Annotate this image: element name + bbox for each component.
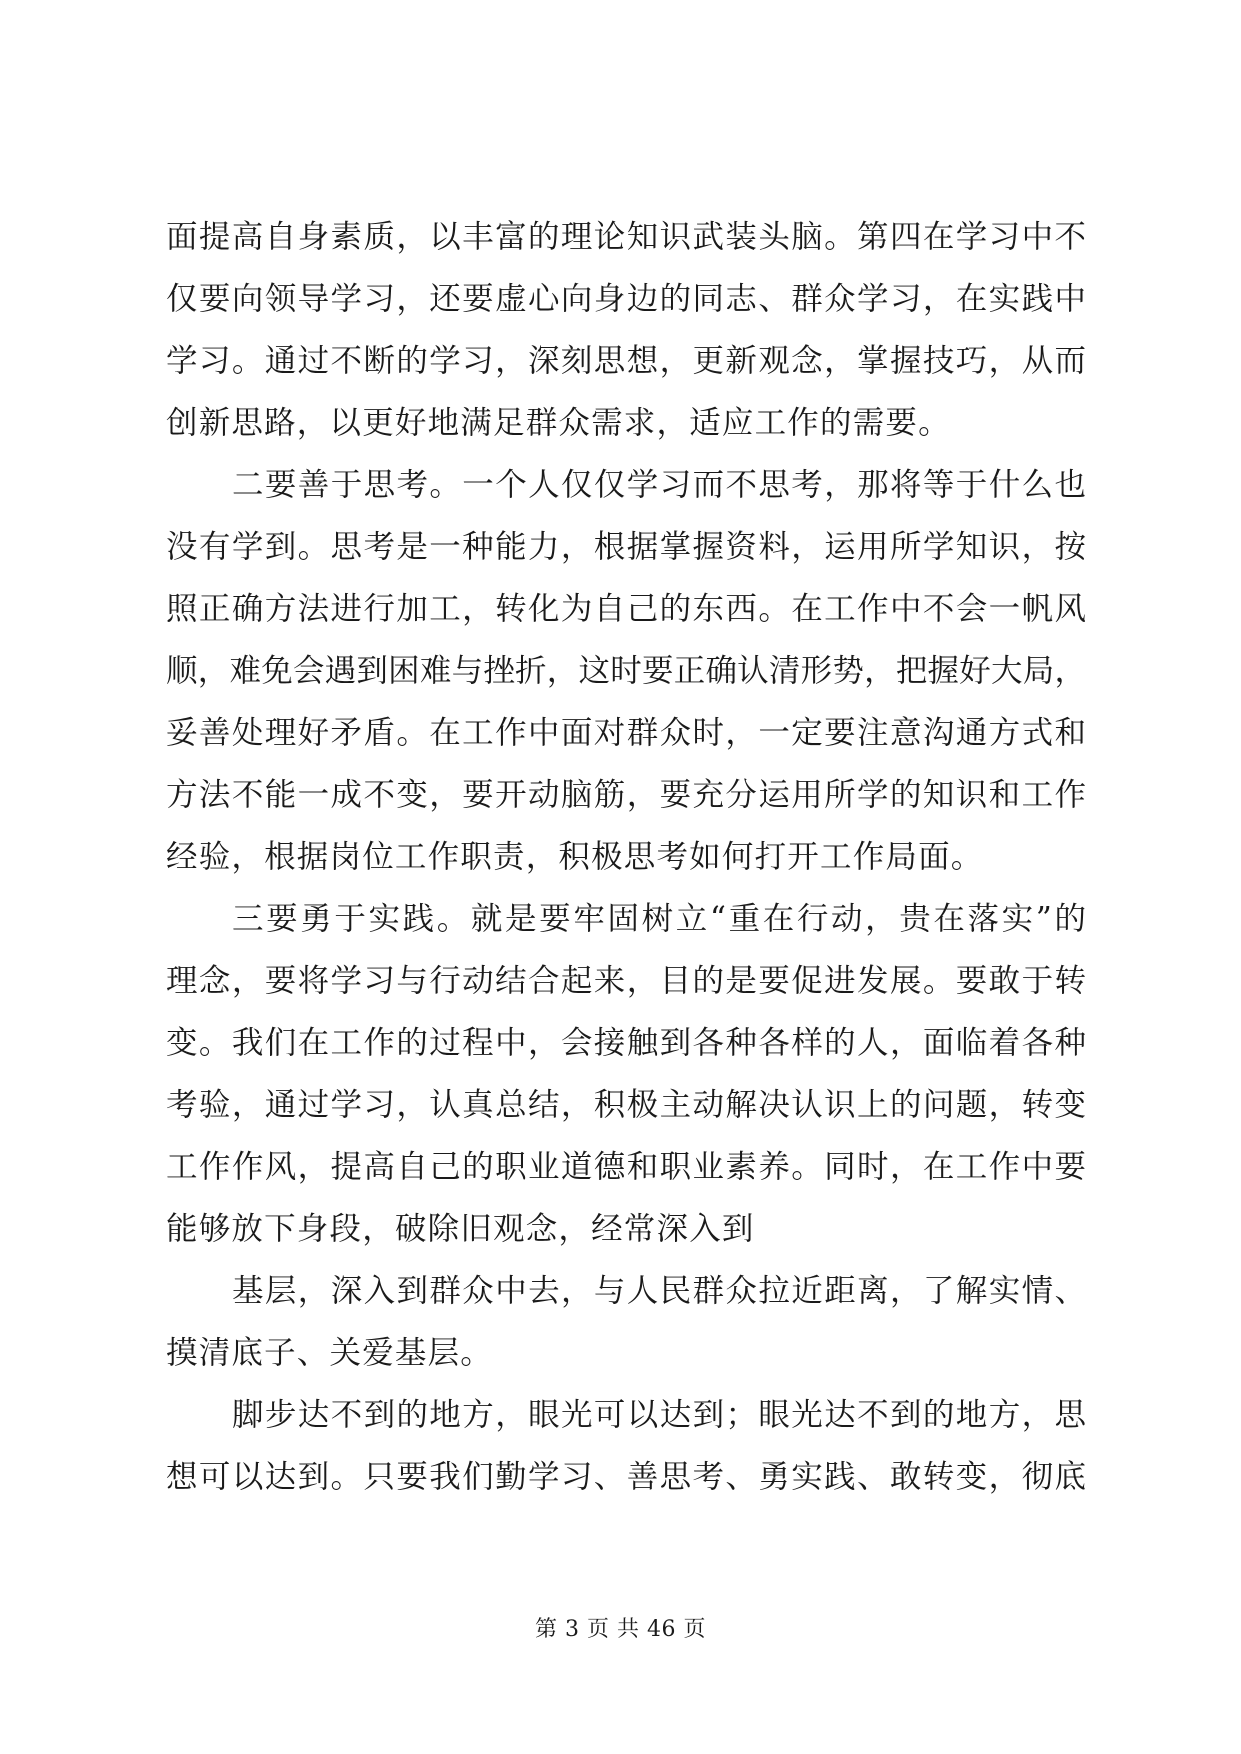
- page-footer: 第 3 页 共 46 页: [535, 1617, 706, 1642]
- text-line: 考验，通过学习，认真总结，积极主动解决认识上的问题，转变: [166, 1087, 1086, 1123]
- paragraph-start-line: 基层，深入到群众中去，与人民群众拉近距离，了解实情、: [232, 1273, 1086, 1309]
- text-line: 学习。通过不断的学习，深刻思想，更新观念，掌握技巧，从而: [166, 343, 1086, 379]
- text-line: 没有学到。思考是一种能力，根据掌握资料，运用所学知识，按: [166, 529, 1086, 565]
- paragraph-start-line: 二要善于思考。一个人仅仅学习而不思考，那将等于什么也: [232, 467, 1086, 503]
- text-line: 想可以达到。只要我们勤学习、善思考、勇实践、敢转变，彻底: [166, 1459, 1086, 1495]
- paragraph-start-line: 三要勇于实践。就是要牢固树立“重在行动，贵在落实”的: [232, 901, 1086, 937]
- text-line: 理念，要将学习与行动结合起来，目的是要促进发展。要敢于转: [166, 963, 1086, 999]
- text-line: 创新思路，以更好地满足群众需求，适应工作的需要。: [166, 405, 951, 441]
- text-line: 妥善处理好矛盾。在工作中面对群众时，一定要注意沟通方式和: [166, 715, 1086, 751]
- text-line: 仅要向领导学习，还要虚心向身边的同志、群众学习，在实践中: [166, 281, 1086, 317]
- document-body: [166, 206, 1086, 1508]
- text-line: 顺，难免会遇到困难与挫折，这时要正确认清形势，把握好大局，: [166, 653, 1086, 689]
- text-line: 经验，根据岗位工作职责，积极思考如何打开工作局面。: [166, 839, 984, 875]
- text-line: 照正确方法进行加工，转化为自己的东西。在工作中不会一帆风: [166, 591, 1086, 627]
- text-line: 方法不能一成不变，要开动脑筋，要充分运用所学的知识和工作: [166, 777, 1086, 813]
- paragraph-start-line: 脚步达不到的地方，眼光可以达到；眼光达不到的地方，思: [232, 1397, 1086, 1433]
- text-line: 工作作风，提高自己的职业道德和职业素养。同时，在工作中要: [166, 1149, 1086, 1185]
- text-line: 变。我们在工作的过程中，会接触到各种各样的人，面临着各种: [166, 1025, 1086, 1061]
- text-line: 摸清底子、关爱基层。: [166, 1335, 494, 1371]
- text-line: 面提高自身素质，以丰富的理论知识武装头脑。第四在学习中不: [166, 219, 1086, 255]
- text-line: 能够放下身段，破除旧观念，经常深入到: [166, 1211, 755, 1247]
